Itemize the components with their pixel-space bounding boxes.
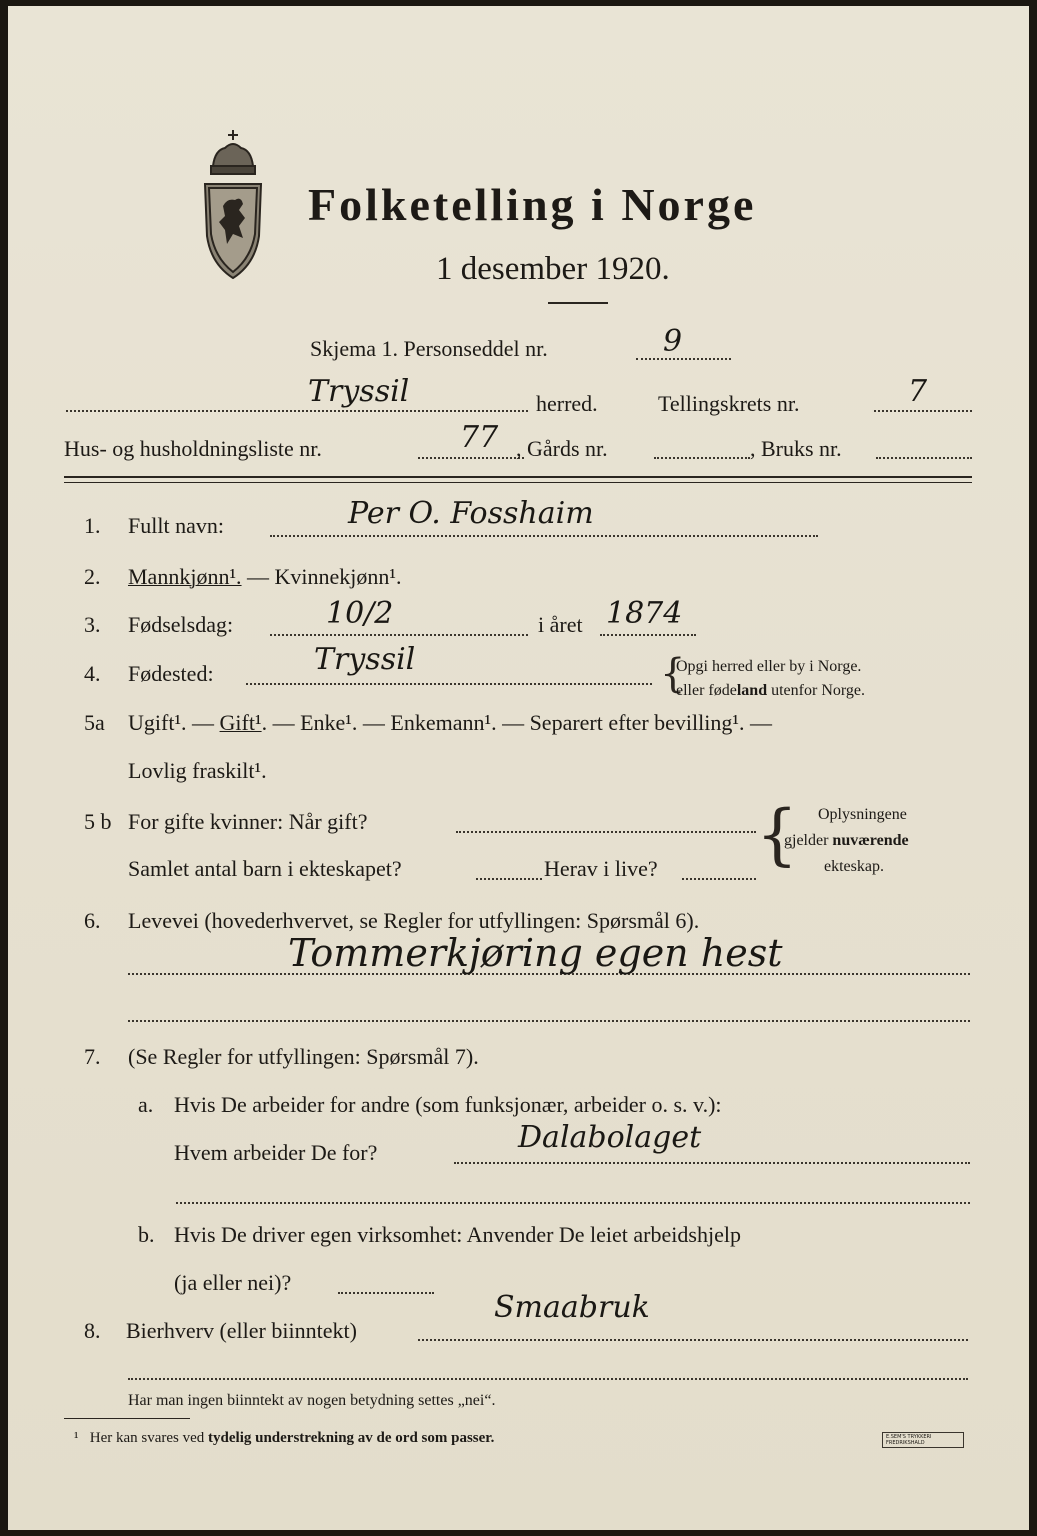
title-divider (548, 302, 608, 304)
q7-number: 7. (84, 1044, 101, 1069)
q8-label: Bierhverv (eller biinntekt) (126, 1318, 357, 1343)
q2-option-male[interactable]: Mannkjønn¹. (128, 564, 242, 589)
q5b-note-brace: { (756, 796, 798, 873)
q5b-children-field-line (476, 878, 542, 880)
q7b-letter: b. (138, 1222, 155, 1247)
q3-number: 3. (84, 612, 101, 637)
herred-value[interactable]: Tryssil (308, 374, 410, 409)
gards-nr-label: , Gårds nr. (516, 436, 608, 461)
q3-field-line (270, 634, 528, 636)
q8-field-line (418, 1339, 968, 1341)
q5a-number: 5a (84, 710, 105, 735)
herred-field-line (66, 410, 528, 412)
q4-note-line-1: Opgi herred eller by i Norge. (676, 658, 862, 675)
q2-options (128, 564, 402, 590)
q1-full-name-value[interactable]: Per O. Fosshaim (348, 496, 594, 531)
q1-label: Fullt navn: (128, 513, 224, 538)
q7a-label: Hvis De arbeider for andre (som funksjonær, arbeider o. s. v.): (174, 1092, 722, 1117)
q7a-letter: a. (138, 1092, 154, 1117)
q4-note-line-2: eller fødeland utenfor Norge. (676, 682, 866, 699)
q5b-married-when-field-line (456, 831, 756, 833)
tellingskrets-field-line (874, 410, 972, 412)
q7a-field-line-2 (176, 1202, 970, 1204)
q5b-alive-field-line (682, 878, 756, 880)
q3-year-label: i året (538, 612, 583, 637)
q4-number: 4. (84, 661, 101, 686)
printer-stamp: E.SEM'S TRYKKERI FREDRIKSHALD (882, 1432, 964, 1448)
footer-note: Har man ingen biinntekt av nogen betydning settes „nei“. (128, 1392, 496, 1409)
q7a-employer-field-line (454, 1162, 970, 1164)
q5a-option-divorced[interactable]: Lovlig fraskilt¹. (128, 758, 267, 783)
q1-number: 1. (84, 513, 101, 538)
q2-separator: — (241, 564, 275, 589)
schema-label: Skjema 1. Personseddel nr. (310, 336, 548, 361)
q3-birthday-value[interactable]: 10/2 (326, 596, 394, 631)
header-rule-1 (64, 476, 972, 478)
q6-occupation-value[interactable]: Tommerkjøring egen hest (288, 931, 783, 975)
q5b-note-line-1: Oplysningene (818, 806, 907, 823)
q7b-label: Hvis De driver egen virksomhet: Anvender De leiet arbeidshjelp (174, 1222, 741, 1247)
q6-number: 6. (84, 908, 101, 933)
q8-secondary-income-value[interactable]: Smaabruk (494, 1290, 650, 1325)
norway-coat-of-arms-icon (193, 126, 273, 286)
bruks-nr-label: , Bruks nr. (750, 436, 842, 461)
schema-nr-field-line (636, 358, 731, 360)
q7b-yes-no-label: (ja eller nei)? (174, 1270, 292, 1295)
q5a-other-options[interactable]: . — Enke¹. — Enkemann¹. — Separert efter bevilling¹. — (261, 710, 772, 735)
q5a-option-unmarried[interactable]: Ugift¹. — (128, 710, 220, 735)
q4-note-brace: { (660, 651, 686, 697)
q5b-alive-label: Herav i live? (544, 856, 658, 881)
q4-birthplace-value[interactable]: Tryssil (314, 642, 416, 677)
q2-number: 2. (84, 564, 101, 589)
q5b-children-label: Samlet antal barn i ekteskapet? (128, 856, 402, 881)
q5b-number: 5 b (84, 809, 112, 834)
q5a-options (128, 710, 772, 736)
q6-field-line-2 (128, 1020, 970, 1022)
q1-field-line (270, 535, 818, 537)
census-date: 1 desember 1920. (436, 251, 670, 287)
tellingskrets-label: Tellingskrets nr. (658, 391, 800, 416)
q5b-note-line-2: gjelder nuværende (784, 832, 909, 849)
q5a-option-married[interactable]: Gift¹ (219, 710, 262, 735)
q3-label: Fødselsdag: (128, 612, 234, 637)
q5b-married-when-label: For gifte kvinner: Når gift? (128, 809, 368, 834)
q7a-employer-label: Hvem arbeider De for? (174, 1140, 378, 1165)
q7-label: (Se Regler for utfyllingen: Spørsmål 7). (128, 1044, 479, 1069)
footnote-rule (64, 1418, 190, 1419)
q5b-note-line-3: ekteskap. (824, 858, 884, 875)
q3-birth-year-value[interactable]: 1874 (606, 596, 683, 631)
q4-field-line (246, 683, 652, 685)
q6-label: Levevei (hovederhvervet, se Regler for utfyllingen: Spørsmål 6). (128, 908, 700, 933)
q8-field-line-2 (128, 1378, 968, 1380)
q7a-employer-value[interactable]: Dalabolaget (518, 1120, 702, 1155)
q8-number: 8. (84, 1318, 101, 1343)
q2-option-female[interactable]: Kvinnekjønn¹. (274, 564, 402, 589)
q4-label: Fødested: (128, 661, 214, 686)
header-rule-2 (64, 482, 972, 483)
q7b-yes-no-field-line (338, 1292, 434, 1294)
page-title: Folketelling i Norge (308, 179, 757, 230)
q3-year-field-line (600, 634, 696, 636)
household-list-nr-value[interactable]: 77 (460, 420, 499, 455)
schema-nr-value[interactable]: 9 (663, 324, 683, 359)
household-list-field-line (418, 457, 524, 459)
bruks-nr-field-line (876, 457, 972, 459)
census-form-page (8, 6, 1029, 1530)
footnote: ¹ Her kan svares ved tydelig understrekning av de ord som passer. (74, 1430, 495, 1446)
household-list-label: Hus- og husholdningsliste nr. (64, 436, 322, 461)
gards-nr-field-line (654, 457, 750, 459)
tellingskrets-nr-value[interactable]: 7 (908, 374, 928, 409)
herred-label: herred. (536, 391, 598, 416)
